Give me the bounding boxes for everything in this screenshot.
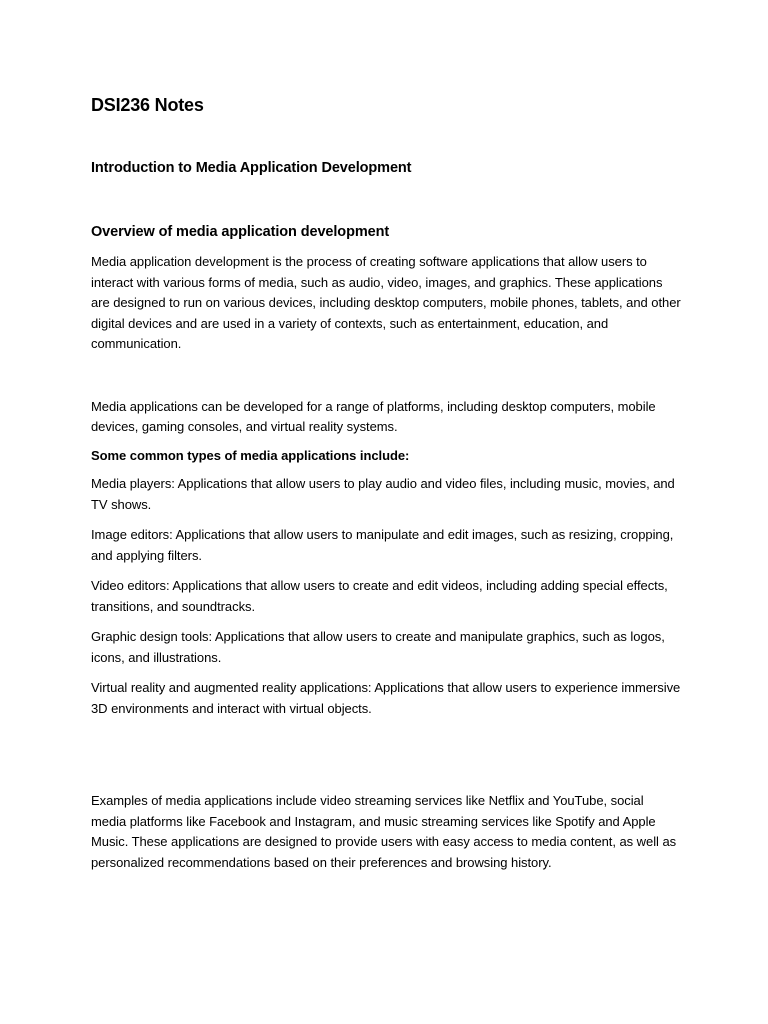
list-item-vr-ar-applications: Virtual reality and augmented reality applications: Applications that allow users to experience immersive 3D environments and interact with virtual objects. xyxy=(91,680,681,716)
examples-paragraph: Examples of media applications include video streaming services like Netflix and YouTube, social media platforms like Facebook and Instagram, and music streaming services like Spotify and Apple Music. These applications are designed to provide users with easy access to media content, as well as personalized recommendations based on their preferences and browsing history. xyxy=(91,793,677,870)
document-body xyxy=(91,92,681,873)
list-item-video-editors: Video editors: Applications that allow users to create and edit videos, including adding special effects, transitions, and soundtracks. xyxy=(91,578,668,614)
document-subtitle: Introduction to Media Application Development xyxy=(91,160,412,176)
list-item-media-players: Media players: Applications that allow users to play audio and video files, including music, movies, and TV shows. xyxy=(91,476,675,512)
list-heading: Some common types of media applications include: xyxy=(91,447,410,463)
list-item-graphic-design-tools: Graphic design tools: Applications that allow users to create and manipulate graphics, such as logos, icons, and illustrations. xyxy=(91,629,665,665)
platforms-paragraph: Media applications can be developed for a range of platforms, including desktop computers, mobile devices, gaming consoles, and virtual reality systems. xyxy=(91,398,656,434)
list-item-image-editors: Image editors: Applications that allow users to manipulate and edit images, such as resizing, cropping, and applying filters. xyxy=(91,527,674,563)
section-heading: Overview of media application development xyxy=(91,224,390,240)
intro-paragraph: Media application development is the process of creating software applications that allow users to interact with various forms of media, such as audio, video, images, and graphics. These applications are designed to run on various devices, including desktop computers, mobile phones, tablets, and other digital devices and are used in a variety of contexts, such as entertainment, education, and communication. xyxy=(91,254,681,351)
document-title: DSI236 Notes xyxy=(91,95,204,115)
